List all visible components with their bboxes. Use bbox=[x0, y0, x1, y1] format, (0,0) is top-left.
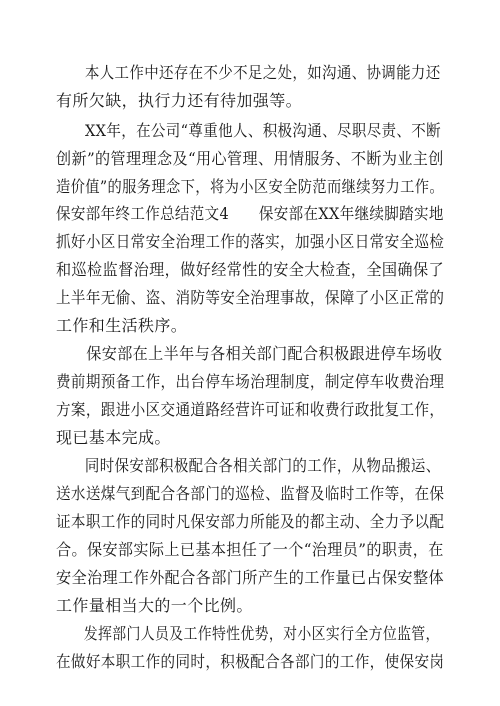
text-line: 工作和生活秩序。 bbox=[56, 316, 188, 335]
text-line: 保安部在上半年与各相关部门配合积极跟进停车场收 bbox=[86, 344, 443, 363]
text-line: XX年，在公司“尊重他人、积极沟通、尽职尽责、不断 bbox=[84, 121, 441, 140]
text-line: 安全治理工作外配合各部门所产生的工作量已占保安整体 bbox=[56, 568, 444, 587]
text-line: 合。保安部实际上已基本担任了一个“治理员”的职责，在 bbox=[56, 540, 444, 559]
text-line: 费前期预备工作，出台停车场治理制度，制定停车收费治理 bbox=[56, 372, 445, 391]
text-line: 方案，跟进小区交通道路经营许可证和收费行政批复工作， bbox=[56, 400, 445, 419]
paragraph-management-philosophy bbox=[56, 117, 444, 201]
text-line: 抓好小区日常安全治理工作的落实，加强小区日常安全巡检 bbox=[56, 232, 445, 251]
text-line: 保安部年终工作总结范文4 保安部在XX年继续脚踏实地 bbox=[56, 204, 444, 223]
paragraph-work-shortcomings bbox=[56, 59, 444, 115]
text-line: 证本职工作的同时凡保安部力所能及的都主动、全力予以配 bbox=[56, 512, 445, 531]
text-line: 发挥部门人员及工作特性优势，对小区实行全方位监管， bbox=[83, 624, 440, 643]
text-line: 工作量相当大的一个比例。 bbox=[56, 596, 253, 615]
text-line: 同时保安部积极配合各相关部门的工作，从物品搬运、 bbox=[84, 456, 441, 475]
text-line: 和巡检监督治理，做好经常性的安全大检查，全国确保了 bbox=[56, 260, 444, 279]
paragraph-supervision bbox=[56, 620, 444, 676]
paragraph-cooperation bbox=[56, 452, 444, 620]
text-line: 造价值”的服务理念下，将为小区安全防范而继续努力工作。 bbox=[56, 177, 445, 196]
paragraph-parking-fees bbox=[56, 340, 444, 452]
text-line: 有所欠缺，执行力还有待加强等。 bbox=[56, 91, 303, 110]
text-line: 本人工作中还存在不少不足之处，如沟通、协调能力还 bbox=[84, 63, 441, 82]
text-line: 上半年无偷、盗、消防等安全治理事故，保障了小区正常的 bbox=[56, 288, 445, 307]
text-line: 送水送煤气到配合各部门的巡检、监督及临时工作等，在保 bbox=[56, 484, 445, 503]
paragraph-summary-sample-4 bbox=[56, 200, 444, 340]
text-line: 现已基本完成。 bbox=[56, 428, 171, 447]
text-line: 创新”的管理理念及“用心管理、用情服务、不断为业主创 bbox=[56, 149, 444, 168]
text-line: 在做好本职工作的同时，积极配合各部门的工作，使保安岗 bbox=[56, 652, 445, 671]
